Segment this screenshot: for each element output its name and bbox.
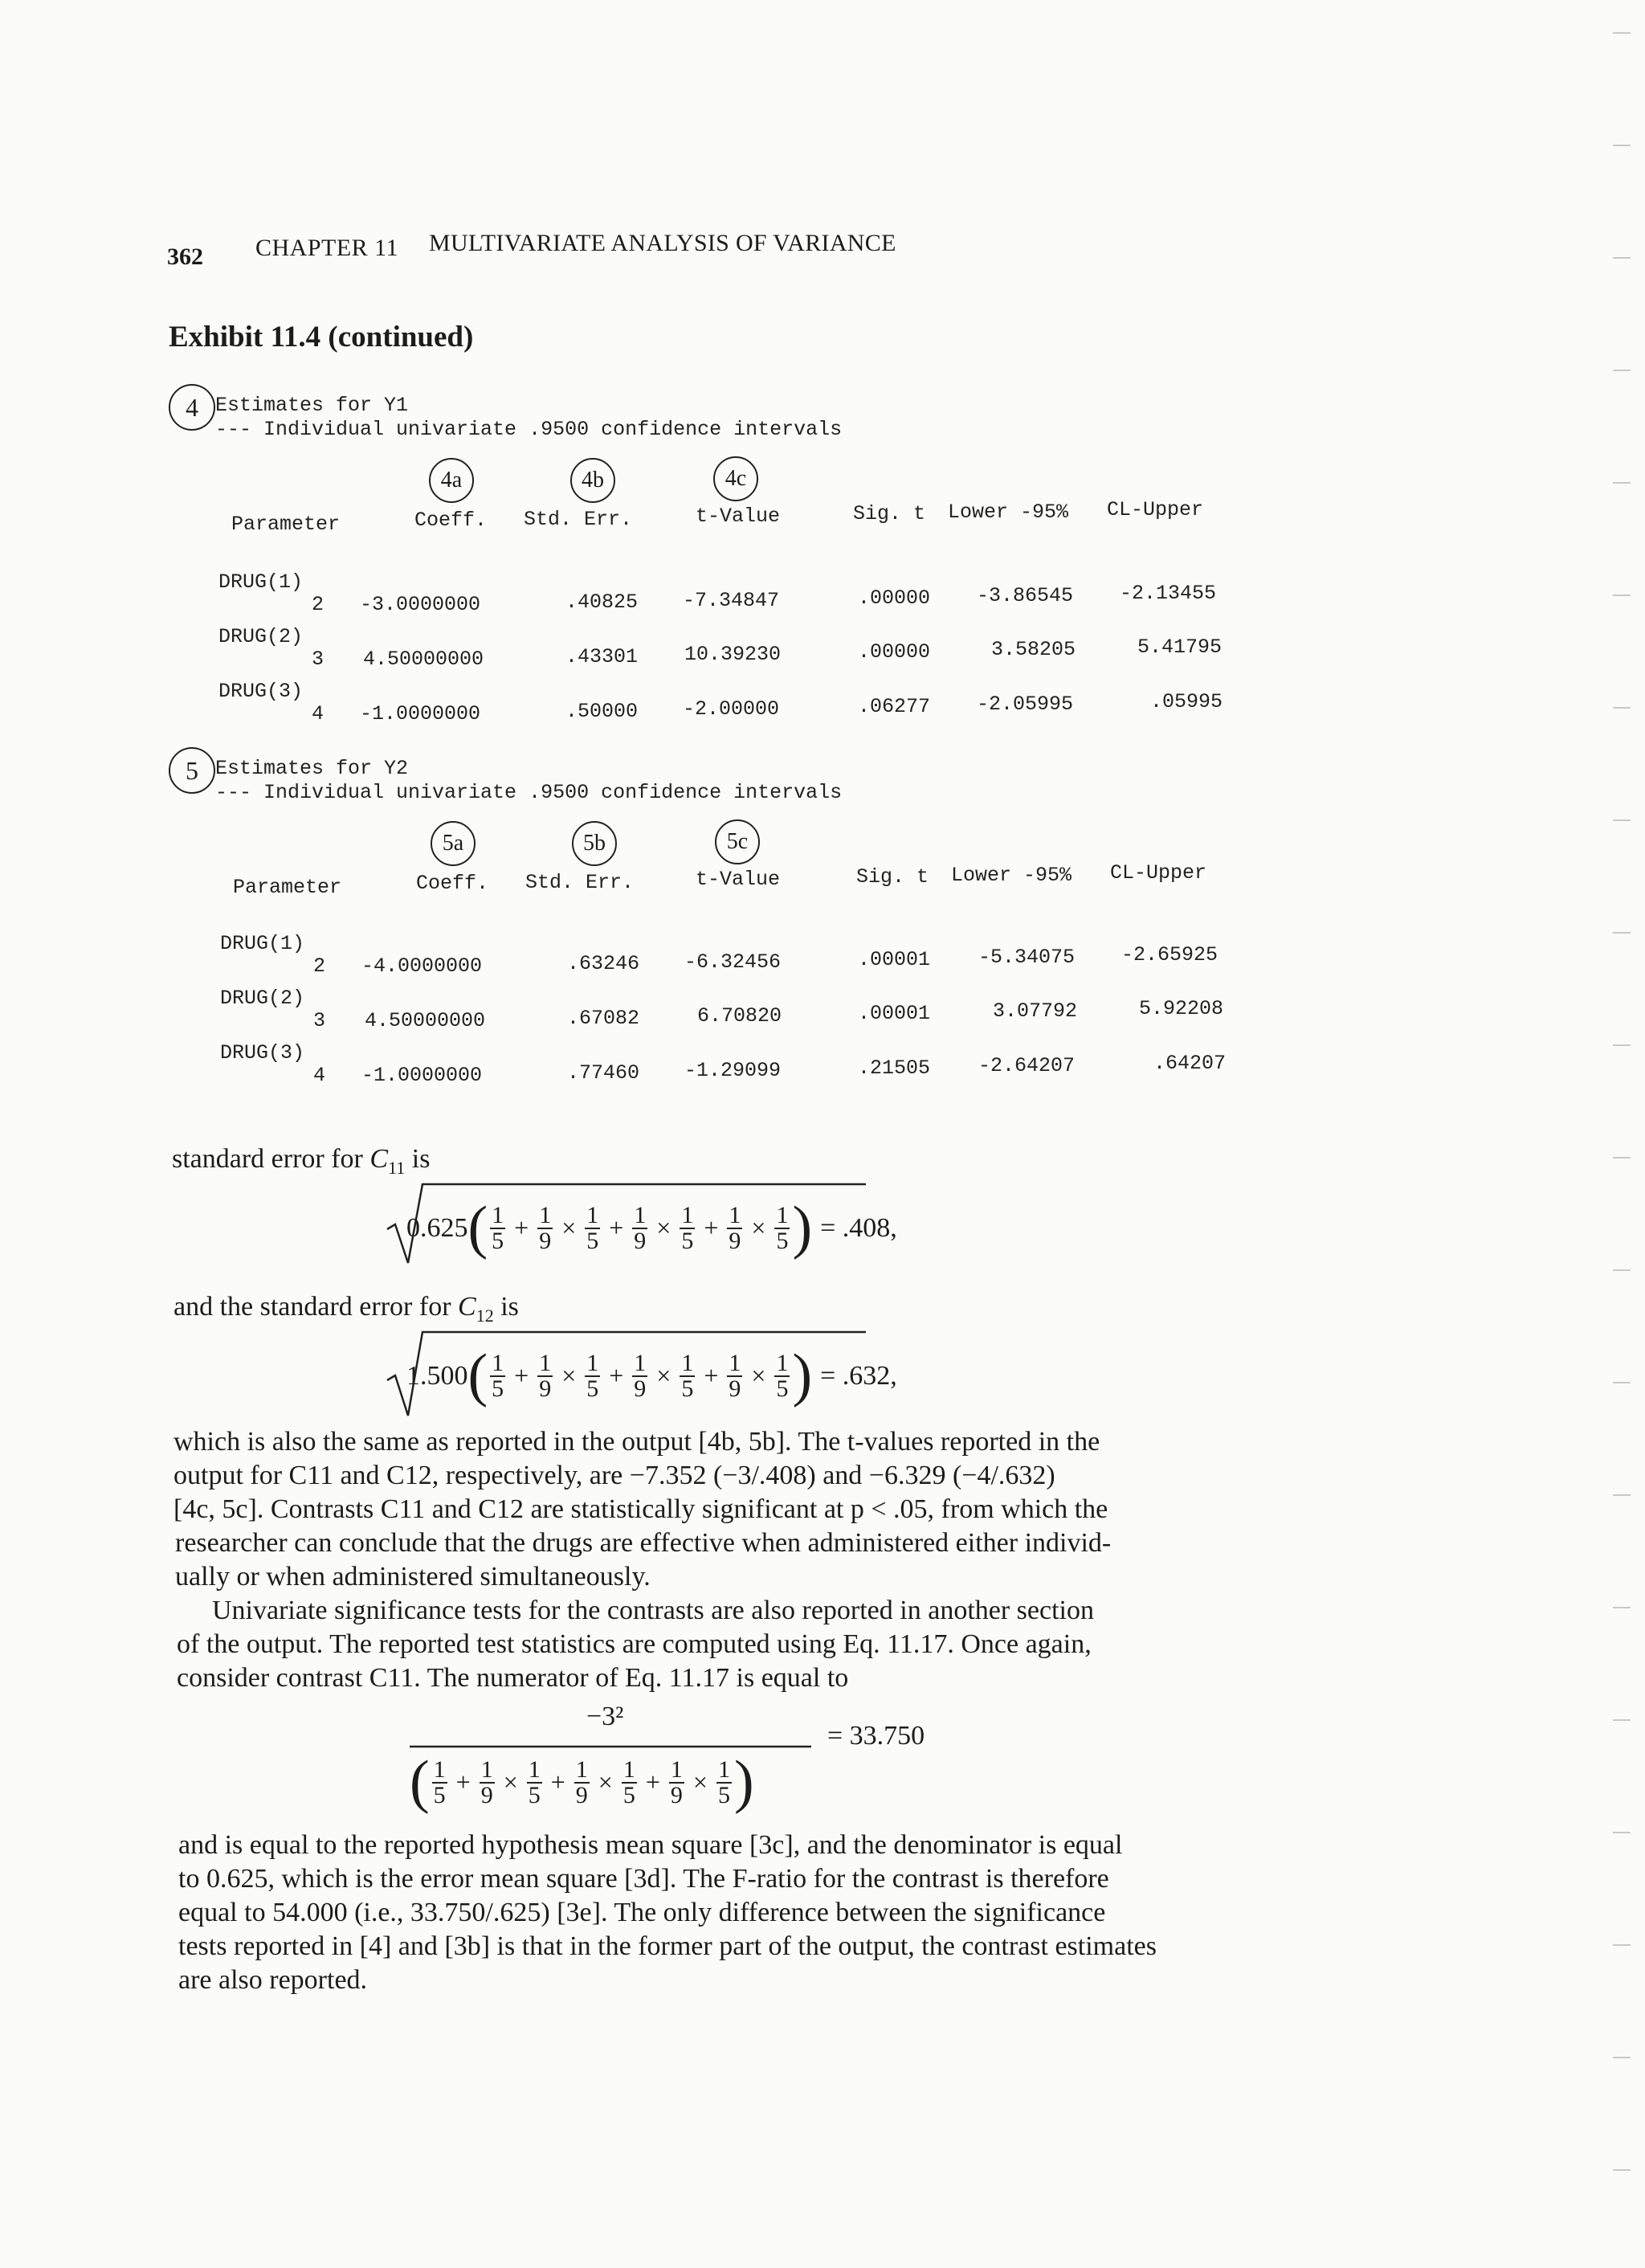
col-header-coeff: Coeff. <box>416 872 489 895</box>
row-index: 3 <box>313 1009 326 1032</box>
upper-value: -2.13455 <box>1120 582 1217 605</box>
text-line: output for C11 and C12, respectively, are −7.352 (−3/.408) and −6.329 (−4/.632) <box>173 1461 1055 1490</box>
text-line: are also reported. <box>178 1965 368 1995</box>
scan-edge-mark <box>1613 1269 1631 1271</box>
col-header-upper: CL-Upper <box>1107 498 1204 521</box>
stderr-value: .77460 <box>567 1061 640 1085</box>
col-header-tvalue: t-Value <box>696 868 781 891</box>
sig-value: .00000 <box>858 640 931 664</box>
col-marker-5c: 5c <box>715 819 760 864</box>
scan-edge-mark <box>1613 2057 1631 2058</box>
stderr-value: .67082 <box>567 1007 640 1030</box>
section-4-heading: Estimates for Y1 <box>215 394 409 417</box>
col-header-lower: Lower -95% <box>951 864 1072 887</box>
row-label: DRUG(1) <box>218 570 304 594</box>
text-line: Univariate significance tests for the contrasts are also reported in another section <box>212 1596 1094 1625</box>
se-c12-intro: and the standard error for $C_{12}$ is <box>173 1292 519 1326</box>
text-line: tests reported in [4] and [3b] is that in the former part of the output, the contrast estimates <box>178 1931 1157 1961</box>
upper-value: -2.65925 <box>1121 943 1218 966</box>
col-header-stderr: Std. Err. <box>525 871 635 894</box>
scan-edge-mark <box>1613 1044 1631 1046</box>
coeff-value: 4.50000000 <box>363 648 484 671</box>
col-header-sig: Sig. t <box>856 865 929 889</box>
tvalue-value: 10.39230 <box>684 643 782 666</box>
coeff-value: -4.0000000 <box>361 954 483 978</box>
scan-edge-mark <box>1613 1944 1631 1946</box>
tvalue-value: -6.32456 <box>684 950 782 974</box>
sig-value: .00001 <box>858 1002 931 1025</box>
lower-value: -5.34075 <box>978 946 1076 969</box>
col-header-stderr: Std. Err. <box>524 508 633 531</box>
tvalue-value: -7.34847 <box>683 589 780 612</box>
upper-value: .05995 <box>1150 690 1223 713</box>
sig-value: .00000 <box>858 586 931 610</box>
col-header-lower: Lower -95% <box>948 501 1069 524</box>
col-header-coeff: Coeff. <box>414 509 488 532</box>
stderr-value: .50000 <box>565 700 639 723</box>
text-line: ually or when administered simultaneously. <box>175 1562 651 1592</box>
scan-edge-mark <box>1613 370 1631 371</box>
lower-value: 3.58205 <box>991 638 1076 661</box>
formula-hypothesis-ms: −3² = 33.750 ( $\frac{1}{5}$ + $\frac{1}{9}$ × $\frac{1}{5}$ + $\frac{1}{9}$ × $\frac{1}{5}$ + $\frac{1}{9}$ × $\frac{1}{5}$ ) <box>410 1702 925 1815</box>
row-index: 2 <box>313 954 326 978</box>
row-index: 3 <box>312 648 325 671</box>
scan-edge-mark <box>1613 145 1631 146</box>
scan-edge-mark <box>1613 595 1631 596</box>
tvalue-value: 6.70820 <box>697 1004 782 1028</box>
row-label: DRUG(2) <box>220 987 305 1010</box>
col-marker-4b: 4b <box>570 458 615 503</box>
scan-edge-mark <box>1613 2169 1631 2171</box>
row-label: DRUG(1) <box>220 932 305 955</box>
lower-value: -2.64207 <box>978 1054 1076 1077</box>
scan-edge-mark <box>1613 1494 1631 1496</box>
text-line: and is equal to the reported hypothesis mean square [3c], and the denominator is equal <box>178 1830 1123 1860</box>
exhibit-title: Exhibit 11.4 (continued) <box>169 321 474 353</box>
scan-edge-mark <box>1613 1832 1631 1833</box>
section-4-subheading: --- Individual univariate .9500 confidence intervals <box>215 418 843 441</box>
col-marker-4a: 4a <box>429 458 474 503</box>
stderr-value: .43301 <box>565 645 639 668</box>
scan-edge-mark <box>1613 932 1631 934</box>
scan-edge-mark <box>1613 1382 1631 1383</box>
text-line: [4c, 5c]. Contrasts C11 and C12 are statistically significant at p < .05, from which the <box>173 1494 1108 1524</box>
lower-value: -2.05995 <box>977 693 1074 716</box>
row-index: 2 <box>312 593 325 616</box>
page-number: 362 <box>167 243 203 270</box>
tvalue-value: -2.00000 <box>683 697 780 721</box>
chapter-title: MULTIVARIATE ANALYSIS OF VARIANCE <box>429 230 896 256</box>
scan-edge-mark <box>1613 1607 1631 1608</box>
row-label: DRUG(2) <box>218 625 304 648</box>
col-header-upper: CL-Upper <box>1110 861 1207 885</box>
coeff-value: 4.50000000 <box>365 1009 486 1032</box>
upper-value: 5.41795 <box>1137 635 1223 659</box>
section-4-marker: 4 <box>169 384 215 431</box>
col-marker-5a: 5a <box>431 821 476 866</box>
scan-edge-mark <box>1613 1157 1631 1159</box>
se-c11-intro: standard error for $C_{11}$ is <box>172 1144 431 1178</box>
section-5-heading: Estimates for Y2 <box>215 757 409 780</box>
row-label: DRUG(3) <box>218 680 304 703</box>
scan-edge-mark <box>1613 482 1631 484</box>
col-header-sig: Sig. t <box>853 502 926 525</box>
text-line: of the output. The reported test statistics are computed using Eq. 11.17. Once again, <box>177 1629 1092 1659</box>
stderr-value: .40825 <box>565 590 639 614</box>
col-marker-4c: 4c <box>713 456 758 501</box>
sig-value: .21505 <box>858 1056 931 1080</box>
row-index: 4 <box>312 702 325 725</box>
col-marker-5b: 5b <box>572 821 617 866</box>
text-line: which is also the same as reported in the output [4b, 5b]. The t-values reported in the <box>173 1427 1100 1457</box>
coeff-value: -1.0000000 <box>360 702 481 725</box>
col-header-tvalue: t-Value <box>696 505 781 528</box>
sig-value: .00001 <box>858 948 931 971</box>
chapter-label: CHAPTER 11 <box>255 235 399 261</box>
lower-value: 3.07792 <box>993 999 1078 1023</box>
stderr-value: .63246 <box>567 952 640 975</box>
text-line: consider contrast C11. The numerator of Eq. 11.17 is equal to <box>177 1663 849 1693</box>
upper-value: 5.92208 <box>1139 997 1224 1020</box>
col-header-parameter: Parameter <box>231 513 341 536</box>
scan-edge-mark <box>1613 32 1631 34</box>
scan-edge-mark <box>1613 819 1631 821</box>
coeff-value: -3.0000000 <box>360 593 481 616</box>
scan-edge-mark <box>1613 257 1631 259</box>
text-line: equal to 54.000 (i.e., 33.750/.625) [3e]. The only difference between the significance <box>178 1898 1106 1927</box>
scan-edge-mark <box>1613 1719 1631 1721</box>
coeff-value: -1.0000000 <box>361 1064 483 1087</box>
section-5-marker: 5 <box>169 747 215 794</box>
scan-edge-mark <box>1613 707 1631 709</box>
upper-value: .64207 <box>1153 1052 1227 1075</box>
row-label: DRUG(3) <box>220 1041 305 1065</box>
tvalue-value: -1.29099 <box>684 1059 782 1082</box>
row-index: 4 <box>313 1064 326 1087</box>
sig-value: .06277 <box>858 695 931 718</box>
section-5-subheading: --- Individual univariate .9500 confidence intervals <box>215 781 843 804</box>
lower-value: -3.86545 <box>977 584 1074 607</box>
text-line: to 0.625, which is the error mean square [3d]. The F-ratio for the contrast is therefore <box>178 1864 1109 1894</box>
col-header-parameter: Parameter <box>233 876 342 899</box>
text-line: researcher can conclude that the drugs are effective when administered either individ- <box>175 1528 1112 1558</box>
